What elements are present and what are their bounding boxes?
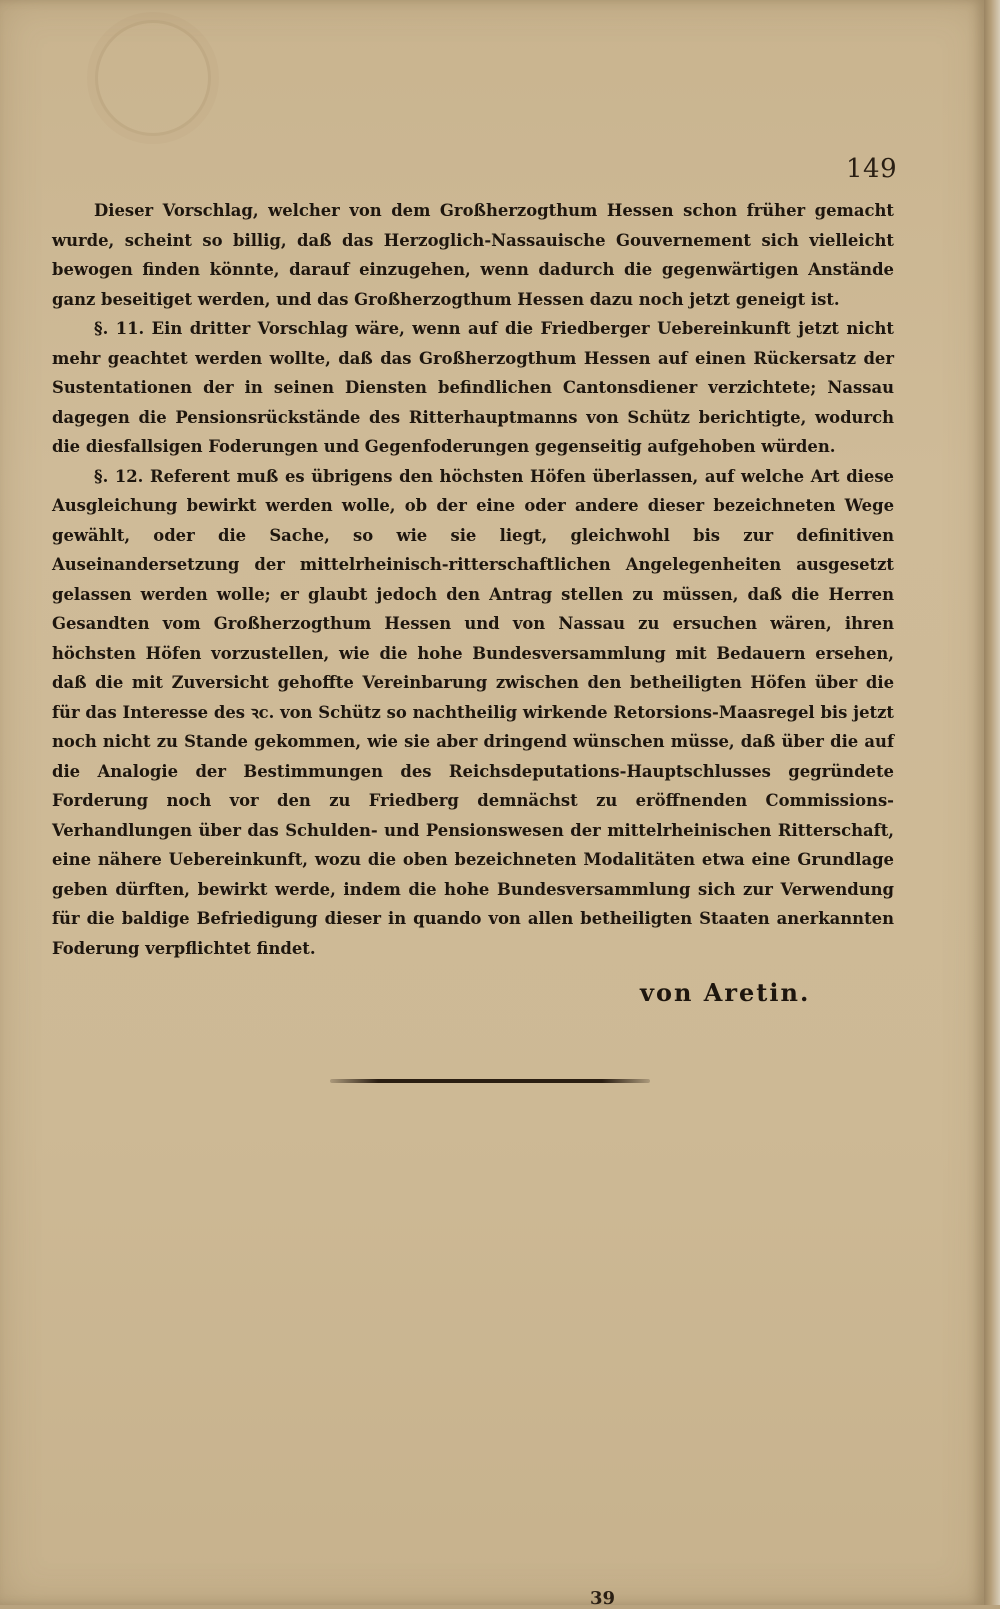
- page-edge: [984, 0, 1000, 1605]
- signature: von Aretin.: [640, 978, 811, 1007]
- paragraph-proposal: Dieser Vorschlag, welcher von dem Großherzogthum Hessen schon früher gemacht wurde, scheint so billig, daß das Herzoglich-Nassauische Gouvernement sich vielleicht bewogen finden könnte, darauf einzugehen, wenn dadurch die gegenwärtigen Anstände ganz beseitiget werden, und das Großherzogthum Hessen dazu noch jetzt geneigt ist.: [52, 201, 894, 309]
- library-stamp: [95, 20, 211, 136]
- sheet-number: 39: [590, 1588, 616, 1609]
- page-number: 149: [846, 154, 898, 184]
- paragraph-section-12: §. 12. Referent muß es übrigens den höchsten Höfen überlassen, auf welche Art diese Ausgleichung bewirkt werden wolle, ob der eine oder andere dieser bezeichneten Wege gewählt, oder die Sache, so wie sie liegt, gleichwohl bis zur definitiven Auseinandersetzung der mittelrheinisch-ritterschaftlichen Angelegenheiten ausgesetzt gelassen werden wolle; er glaubt jedoch den Antrag stellen zu müssen, daß die Herren Gesandten vom Großherzogthum Hessen und von Nassau zu ersuchen wären, ihren höchsten Höfen vorzustellen, wie die hohe Bundesversammlung mit Bedauern ersehen, daß die mit Zuversicht gehoffte Vereinbarung zwischen den betheiligten Höfen über die für das Interesse des ꝛc. von Schütz so nachtheilig wirkende Retorsions-Maasregel bis jetzt noch nicht zu Stande gekommen, wie sie aber dringend wünschen müsse, daß über die auf die Analogie der Bestimmungen des Reichsdeputations-Hauptschlusses gegründete Forderung noch vor den zu Friedberg demnächst zu eröffnenden Commissions-Verhandlungen über das Schulden- und Pensionswesen der mittelrheinischen Ritterschaft, eine nähere Uebereinkunft, wozu die oben bezeichneten Modalitäten etwa eine Grundlage geben dürften, bewirkt werde, indem die hohe Bundesversammlung sich zur Verwendung für die baldige Befriedigung dieser in quando von allen betheiligten Staaten anerkannten Foderung verpflichtet findet.: [52, 466, 894, 958]
- text-body: [52, 196, 894, 963]
- horizontal-rule: [330, 1079, 650, 1083]
- paragraph-section-11: §. 11. Ein dritter Vorschlag wäre, wenn auf die Friedberger Uebereinkunft jetzt nicht mehr geachtet werden wollte, daß das Großherzogthum Hessen auf einen Rückersatz der Sustentationen der in seinen Diensten befindlichen Cantonsdiener verzichtete; Nassau dagegen die Pensionsrückstände des Ritterhauptmanns von Schütz berichtigte, wodurch die diesfallsigen Foderungen und Gegenfoderungen gegenseitig aufgehoben würden.: [52, 319, 894, 456]
